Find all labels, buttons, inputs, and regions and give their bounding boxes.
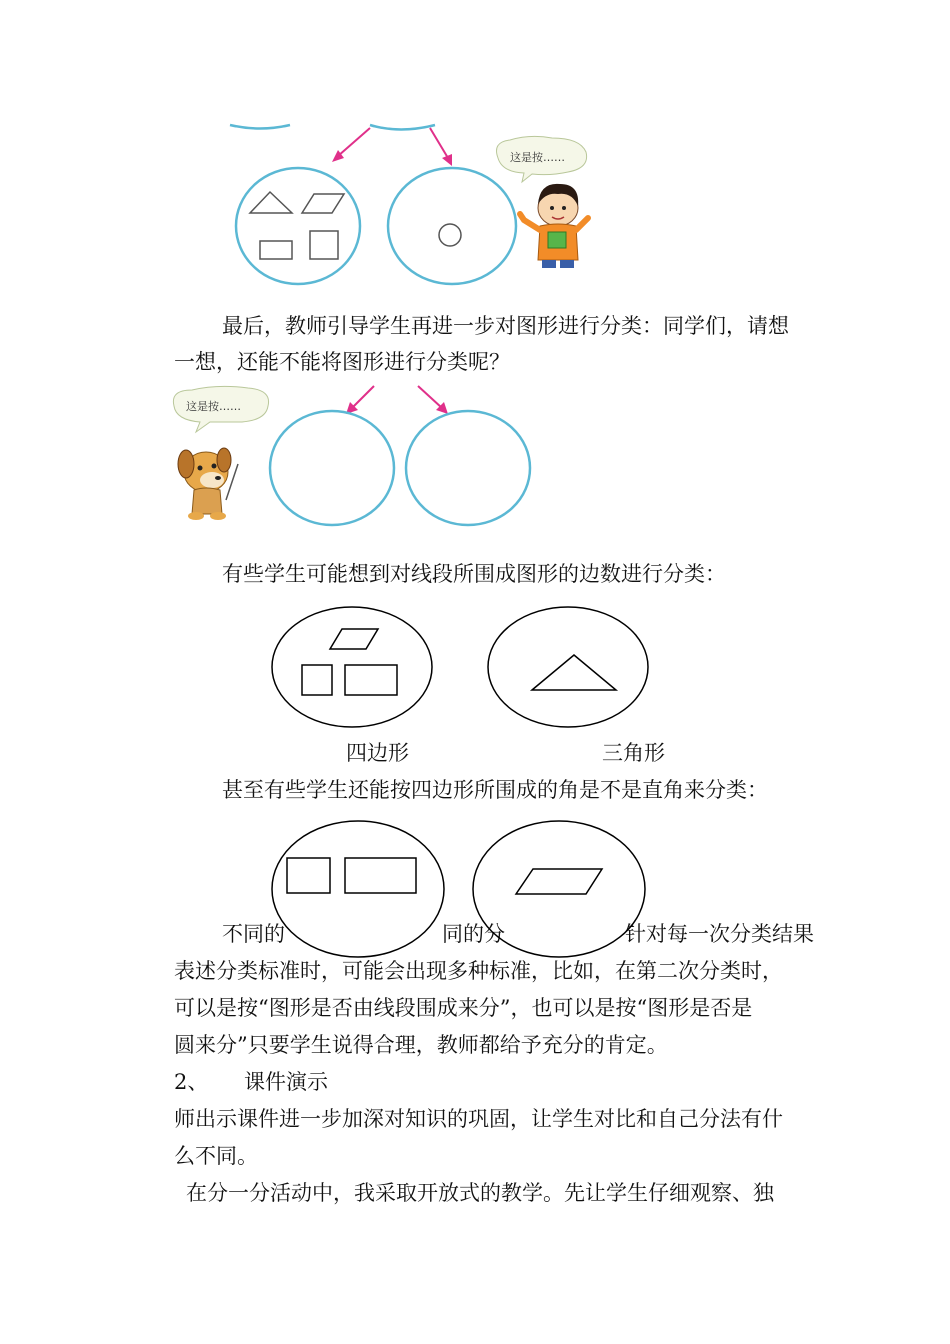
- rectangle-shape: [345, 665, 397, 695]
- section-2-title: 课件演示: [244, 1070, 328, 1094]
- triangle-shape: [532, 655, 616, 690]
- paragraph-1-line-1: 最后，教师引导学生再进一步对图形进行分类：同学们，请想: [222, 314, 789, 338]
- square-shape: [310, 231, 338, 259]
- triangle-group-ellipse: [488, 607, 648, 727]
- arrow-left: [346, 386, 374, 414]
- section-2-number: 2、: [174, 1070, 209, 1094]
- right-angle-group-ellipse: [272, 821, 444, 957]
- paragraph-4-fragment-3: 针对每一次分类结果: [625, 922, 814, 946]
- empty-group-ellipse-left: [270, 411, 394, 525]
- bubble-text: 这是按……: [186, 400, 241, 413]
- caption-quadrilateral: 四边形: [346, 741, 409, 765]
- bubble-text: 这是按……: [510, 151, 565, 164]
- paragraph-2: 有些学生可能想到对线段所围成图形的边数进行分类：: [222, 562, 726, 586]
- diagram-right-angle-classification: [270, 818, 650, 960]
- non-right-angle-group-ellipse: [473, 821, 645, 957]
- dog-character: [178, 448, 238, 520]
- speech-bubble: [173, 386, 268, 432]
- paragraph-4-fragment-1: 不同的: [222, 922, 285, 946]
- parallelogram-shape: [302, 194, 344, 213]
- caption-triangle: 三角形: [602, 741, 665, 765]
- group-ellipse-right: [388, 168, 516, 284]
- arrow-right: [418, 386, 448, 414]
- circle-shape: [439, 224, 461, 246]
- paragraph-1-line-2: 一想，还能不能将图形进行分类呢？: [174, 350, 510, 374]
- ellipse-fragment: [230, 125, 290, 129]
- diagram-sides-classification: [270, 605, 660, 730]
- triangle-shape: [250, 192, 292, 213]
- parallelogram-shape: [330, 629, 378, 649]
- paragraph-3: 甚至有些学生还能按四边形所围成的角是不是直角来分类：: [222, 778, 768, 802]
- illustration-middle: [168, 380, 548, 530]
- paragraph-5-line-1: 师出示课件进一步加深对知识的巩固，让学生对比和自己分法有什: [174, 1107, 783, 1131]
- paragraph-4-line-2: 表述分类标准时，可能会出现多种标准，比如，在第二次分类时，: [174, 959, 783, 983]
- paragraph-4-line-4: 圆来分”只要学生说得合理，教师都给予充分的肯定。: [174, 1033, 668, 1057]
- arrow-left: [332, 128, 370, 162]
- empty-group-ellipse-right: [406, 411, 530, 525]
- boy-character: [520, 184, 588, 268]
- paragraph-5-line-2: 么不同。: [174, 1144, 258, 1168]
- paragraph-6: 在分一分活动中，我采取开放式的教学。先让学生仔细观察、独: [186, 1181, 774, 1205]
- ellipse-fragment: [370, 125, 435, 130]
- arrow-right: [430, 128, 452, 166]
- square-shape: [302, 665, 332, 695]
- rectangle-shape: [260, 241, 292, 259]
- speech-bubble: [497, 136, 587, 182]
- paragraph-4-line-3: 可以是按“图形是否由线段围成来分”，也可以是按“图形是否是: [174, 996, 753, 1020]
- paragraph-4-fragment-2: 同的分: [442, 922, 505, 946]
- quadrilateral-group-ellipse: [272, 607, 432, 727]
- group-ellipse-left: [236, 168, 360, 284]
- illustration-top: [220, 120, 620, 290]
